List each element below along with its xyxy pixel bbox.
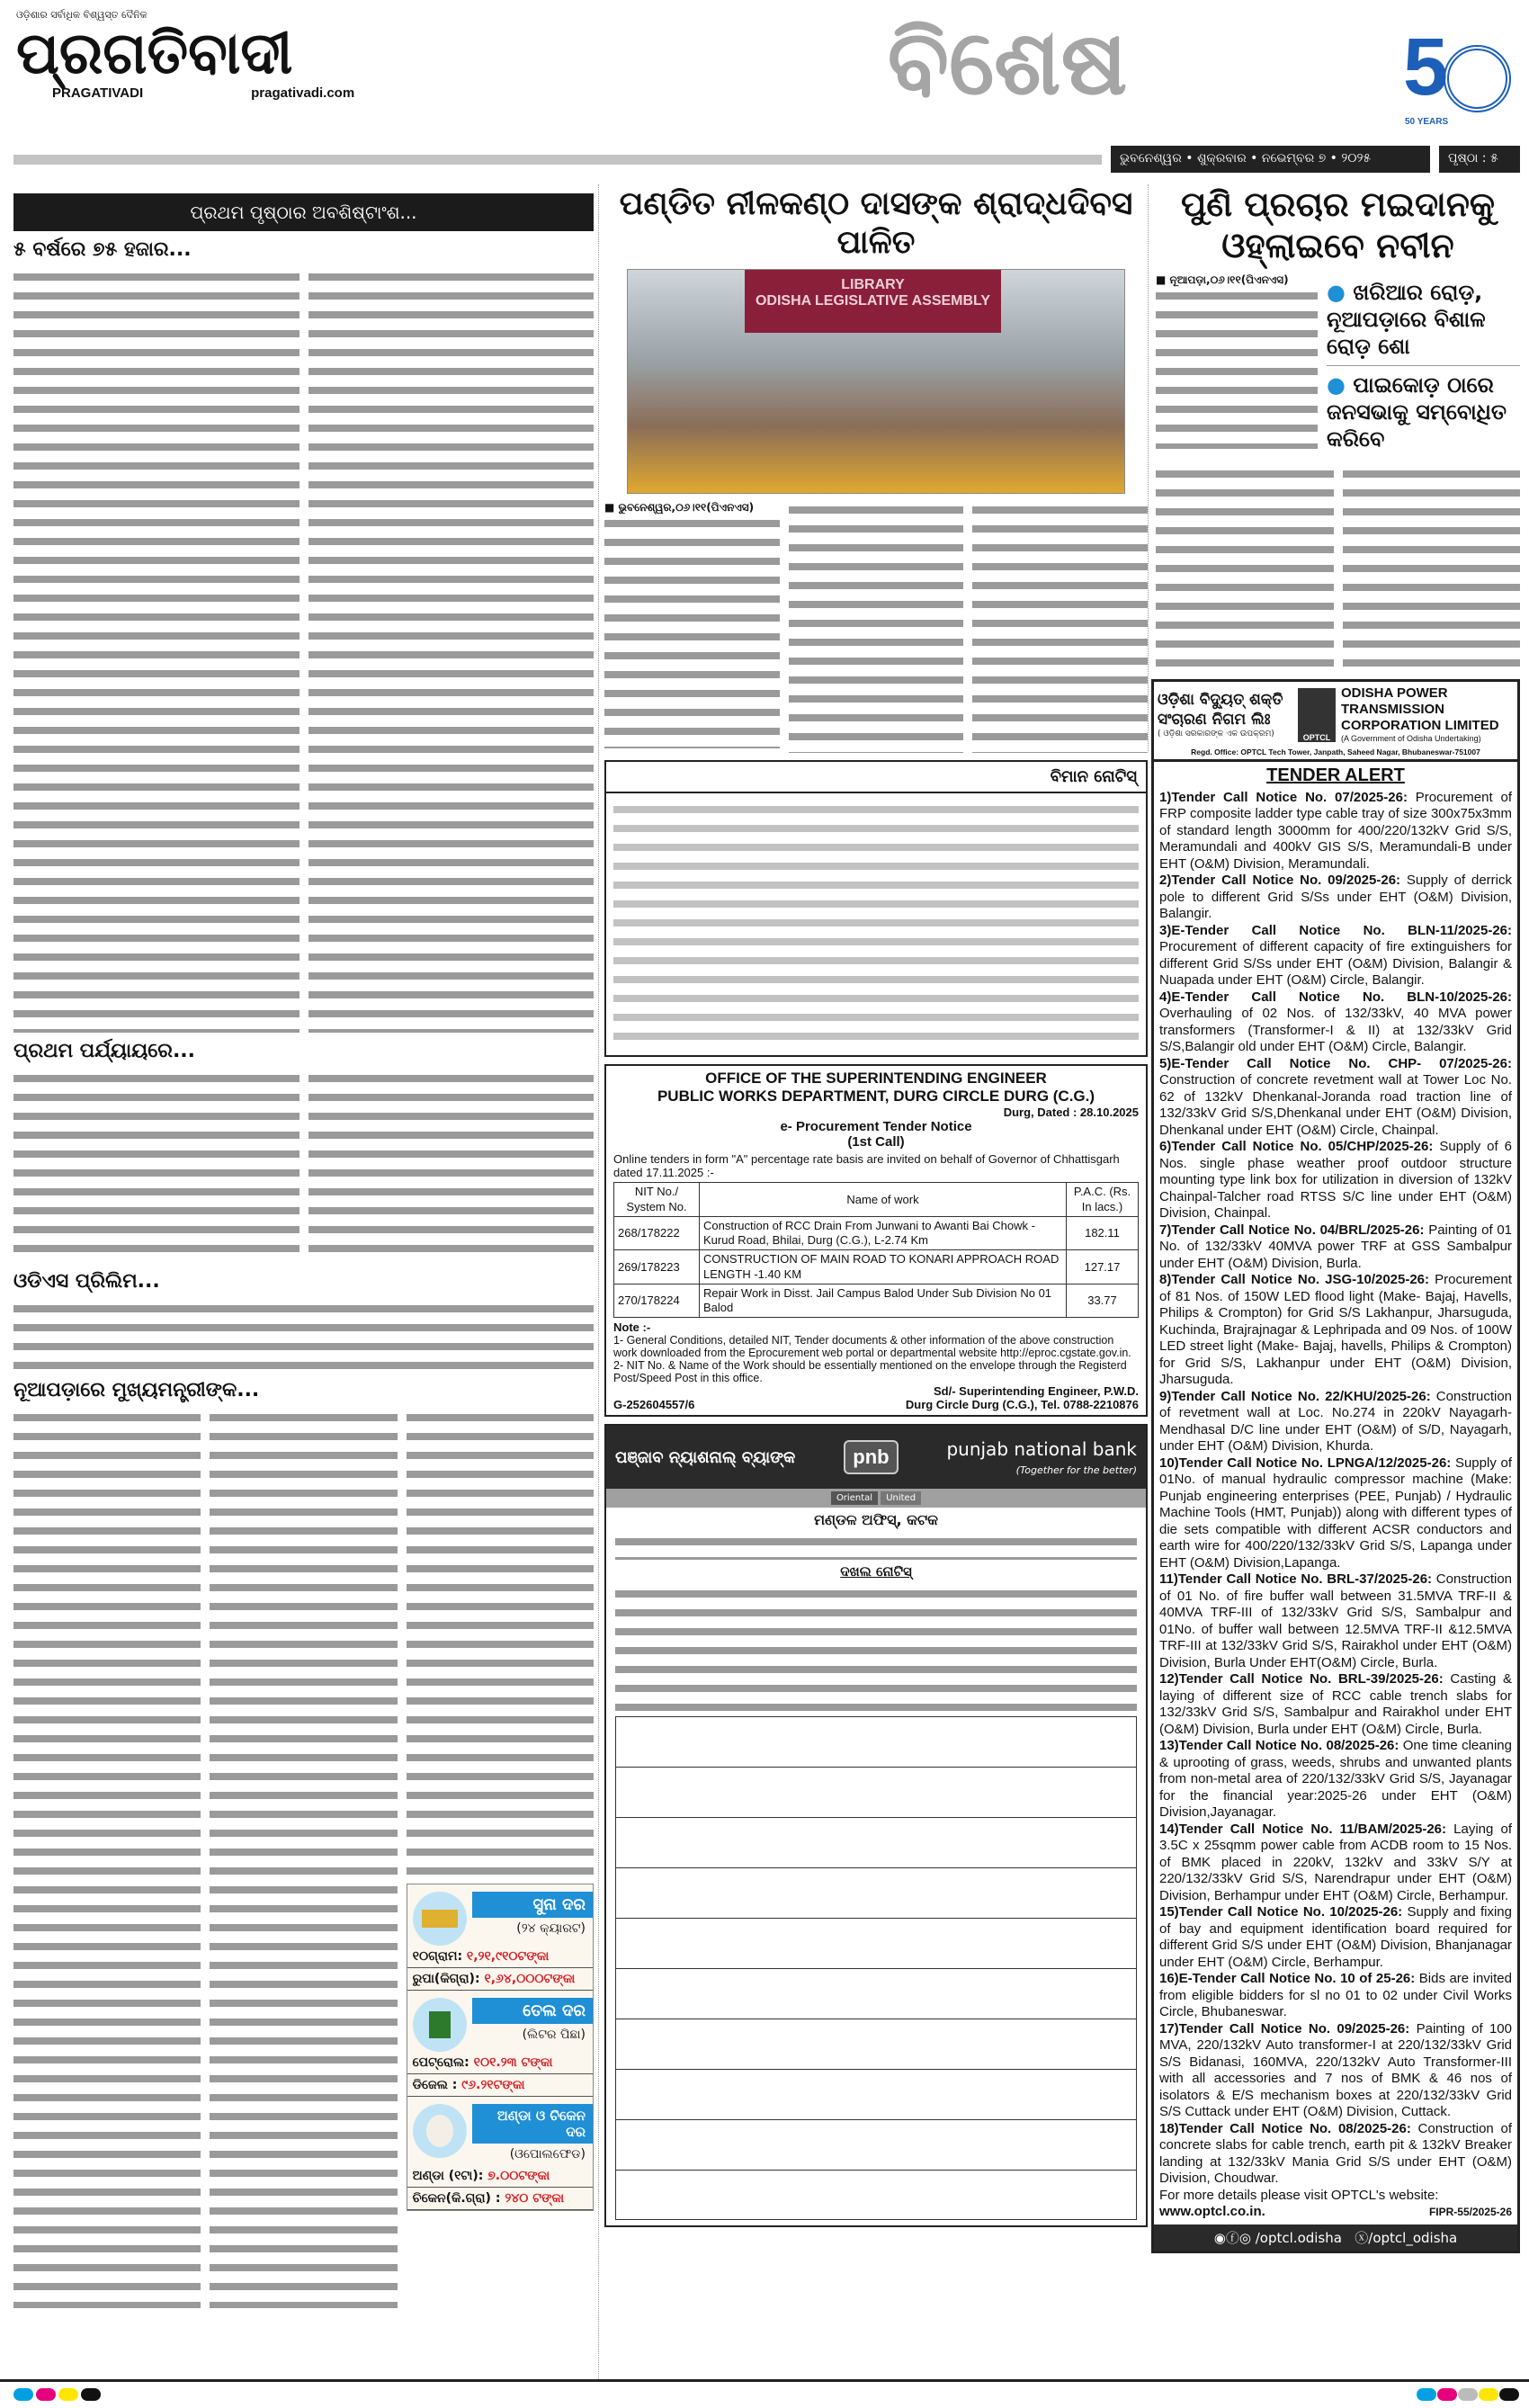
tender-description: Painting of 100 MVA, 220/132kV Auto transformer-I at 220/132/33kV Grid S/S Bidanasi, 160MVA, 220/132kV Auto Transformer-III with all accessories and 7 nos of BMK & 46 nos of isolators & E/S mechanism boxes at 220/132/33kV Grid S/S Cuttack under EHT (O&M) Division, Cuttack. — [1159, 2020, 1512, 2120]
tender-description: Construction of 01 No. of fire buffer wall between 31.5MVA TRF-II & 40MVA TRF-III of 132/33kV Grid S/S, Sambalpur and 01No. of buffer wall between 12.5MVA TRF-II &12.5MVA TRF-III at 132/33kV Grid S/S, Rairakhol under EHT (O&M) Division, Burla Under EHT(O&M) Circle, Burla. — [1159, 1571, 1512, 1670]
egg-chicken-subtitle: (ଓପୋଲଫେଡ) — [509, 2147, 586, 2162]
petrol-label: ପେଟ୍ରୋଲ: — [412, 2055, 469, 2070]
gold-subtitle: (୨୪ କ୍ୟାରଟ) — [516, 1921, 586, 1936]
anniversary-logo: 5 50 YEARS — [1403, 27, 1520, 139]
pwd-tender-notice — [604, 1064, 1148, 1417]
nit-no: 270/178224 — [614, 1284, 700, 1318]
table-row — [614, 1216, 1139, 1250]
small-notice-ad — [604, 760, 1148, 1057]
registration-mark-cyan — [1417, 2388, 1436, 2401]
optcl-sub-english: (A Government of Odisha Undertaking) — [1341, 734, 1481, 744]
article-text — [604, 515, 780, 748]
article-text — [972, 501, 1148, 753]
work-name: Repair Work in Disst. Jail Campus Balod Under Sub Division No 01 Balod — [700, 1284, 1067, 1318]
small-ad-text — [613, 801, 1139, 1043]
gold-label: ୧୦ଗ୍ରାମ: — [412, 1949, 463, 1964]
optcl-name-odia-2: ସଂଚାରଣ ନିଗମ ଲିଃ — [1158, 710, 1271, 729]
middle-headline: ପଣ୍ଡିତ ନୀଳକଣ୍ଠ ଦାସଙ୍କ ଶ୍ରାଦ୍ଧଦିବସ ପାଳିତ — [619, 185, 1133, 262]
tender-item — [1159, 873, 1512, 923]
gold-title: ସୁନା ଦର — [472, 1892, 593, 1918]
article-text — [1156, 465, 1334, 672]
work-name: Construction of RCC Drain From Junwani to Awanti Bai Chowk - Kurud Road, Bhilai, Durg (C.G.), L-2.74 Km — [700, 1216, 1067, 1250]
article-text — [13, 1409, 201, 2308]
social-icons: ◉ⓕ◎ — [1213, 2229, 1251, 2246]
tender-notice-number: 14)Tender Call Notice No. 11/BAM/2025-26: — [1159, 1821, 1447, 1837]
col-header: NIT No./ System No. — [614, 1183, 700, 1217]
pwd-title: e- Procurement Tender Notice — [780, 1119, 972, 1135]
right-bullets — [1327, 273, 1520, 458]
masthead-english: PRAGATIVADI — [52, 85, 144, 102]
optcl-footer: For more details please visit OPTCL's website: — [1159, 2187, 1439, 2203]
tender-description: Supply and fixing of bay and equipment identification board required for different Grid S/S under EHT (O&M) Division, Bhanjanagar under EHT (O&M) Circle, Berhampur. — [1159, 1904, 1512, 1970]
masthead-url[interactable]: pragativadi.com — [251, 85, 355, 102]
section-title: ବିଶେଷ — [887, 10, 1128, 115]
gold-icon — [413, 1892, 467, 1946]
news-photo — [627, 269, 1125, 494]
table-row — [614, 1250, 1139, 1285]
article-text — [407, 1409, 594, 1876]
middle-dateline: ■ ଭୁବନେଶ୍ୱର,୦୬।୧୧(ପିଏନଏସ) — [604, 501, 755, 515]
tender-notice-number: 9)Tender Call Notice No. 22/KHU/2025-26: — [1159, 1388, 1431, 1404]
pnb-notice-text — [615, 1585, 1137, 1711]
silver-rate — [407, 1968, 593, 1991]
middle-column — [604, 184, 1148, 2227]
tender-item — [1159, 1272, 1512, 1389]
optcl-name-english-1: ODISHA POWER TRANSMISSION — [1341, 685, 1448, 718]
pac-value: 33.77 — [1067, 1284, 1139, 1318]
tender-notice-number: 11)Tender Call Notice No. BRL-37/2025-26: — [1159, 1571, 1433, 1588]
tender-notice-number: 17)Tender Call Notice No. 09/2025-26: — [1159, 2020, 1410, 2037]
pwd-date: Durg, Dated : 28.10.2025 — [1003, 1106, 1139, 1120]
tender-description: Bids are invited from eligible bidders for sl no 01 to 02 under Civil Works Circle, Bhubaneswar. — [1159, 1971, 1512, 2020]
chicken-icon — [413, 2104, 467, 2158]
pwd-note-2: 2- NIT No. & Name of the Work should be essentially mentioned on the envelope through the Registerd Post/Speed Post in this office. — [613, 1359, 1127, 1385]
egg-value: ୭.୦୦ଟଙ୍କା — [487, 2169, 550, 2183]
tender-notice-number: 2)Tender Call Notice No. 09/2025-26: — [1159, 873, 1401, 889]
tender-item — [1159, 2021, 1512, 2121]
tender-item — [1159, 1139, 1512, 1222]
optcl-sub-odia: ( ଓଡ଼ିଶା ସରକାରଙ୍କ ଏକ ଉପକ୍ରମ) — [1158, 729, 1274, 739]
bullet-2: ପାଇକୋଡ଼ ଠାରେ ଜନସଭାକୁ ସମ୍ବୋଧିତ କରିବେ — [1327, 372, 1507, 452]
tender-item — [1159, 1904, 1512, 1971]
tender-notice-number: 6)Tender Call Notice No. 05/CHP/2025-26: — [1159, 1139, 1434, 1155]
tender-item — [1159, 1056, 1512, 1140]
pwd-contact: Durg Circle Durg (C.G.), Tel. 0788-2210876 — [905, 1398, 1139, 1412]
article-text — [308, 1070, 595, 1263]
tender-notice-number: 16)E-Tender Call Notice No. 10 of 25-26: — [1159, 1971, 1416, 1987]
chicken-value: ୨୪୦ ଟଙ୍କା — [505, 2191, 565, 2206]
col-header: Name of work — [700, 1183, 1067, 1217]
tender-notice-number: 7)Tender Call Notice No. 04/BRL/2025-26: — [1159, 1222, 1425, 1238]
pnb-name-english: punjab national bank — [946, 1437, 1137, 1460]
united-logo: United — [881, 1491, 921, 1505]
pnb-office: ମଣ୍ଡଳ ଅଫିସ୍, କଟକ — [814, 1511, 938, 1529]
article-text — [13, 1070, 300, 1263]
tender-list — [1154, 790, 1517, 2188]
price-box — [407, 1884, 594, 2211]
pnb-logo: pnb — [844, 1440, 898, 1474]
pnb-slogan: (Together for the better) — [1015, 1464, 1137, 1476]
pnb-borrowers-table — [615, 1716, 1137, 2220]
fuel-pump-icon — [413, 1998, 467, 2052]
story-heading-3: ଓଡିଏସ ପ୍ରିଲିମ... — [13, 1270, 160, 1293]
table-row — [614, 1284, 1139, 1318]
article-text — [789, 501, 964, 753]
pwd-note-label: Note :- — [613, 1320, 651, 1335]
masthead-logo: ପ୍ରଗତିବାଦୀ — [16, 20, 293, 87]
tender-notice-number: 15)Tender Call Notice No. 10/2025-26: — [1159, 1904, 1403, 1920]
tender-notice-number: 13)Tender Call Notice No. 08/2025-26: — [1159, 1738, 1399, 1754]
column-divider — [598, 184, 599, 2379]
masthead-tagline: ଓଡ଼ିଶାର ସର୍ବାଧିକ ବିଶ୍ୱସ୍ତ ଦୈନିକ — [16, 9, 148, 21]
article-text — [1156, 287, 1318, 449]
social-handle-2[interactable]: /optcl_odisha — [1368, 2229, 1458, 2246]
tender-item — [1159, 1571, 1512, 1671]
article-text — [13, 1300, 594, 1372]
diesel-label: ଡିଜେଲ : — [412, 2078, 458, 2092]
registration-mark-black — [1499, 2388, 1519, 2401]
tender-notice-number: 3)E-Tender Call Notice No. BLN-11/2025-26: — [1159, 922, 1512, 938]
tender-item — [1159, 1738, 1512, 1822]
pwd-note-1: 1- General Conditions, detailed NIT, Tender documents & other information of the above construction work downloaded from the Eprocurement web portal or departmental website http://eproc.cgstate.gov.in. — [613, 1334, 1131, 1360]
tender-notice-number: 10)Tender Call Notice No. LPNGA/12/2025-26: — [1159, 1455, 1452, 1471]
bullet-icon: ● — [1327, 372, 1346, 398]
optcl-office: Regd. Office: OPTCL Tech Tower, Janpath, Saheed Nagar, Bhubaneswar-751007 — [1154, 747, 1517, 762]
article-text — [13, 268, 300, 1033]
right-column — [1156, 184, 1520, 2253]
photo-sign-line1: LIBRARY — [841, 277, 905, 293]
tender-item — [1159, 1455, 1512, 1572]
small-ad-title: ବିମାନ ନୋଟିସ୍ — [606, 762, 1146, 793]
fuel-subtitle: (ଲିଟର ପିଛା) — [522, 2028, 586, 2042]
continued-banner: ପ୍ରଥମ ପୃଷ୍ଠାର ଅବଶିଷ୍ଟାଂଶ... — [13, 193, 594, 231]
pwd-table — [613, 1182, 1139, 1318]
pwd-intro: Online tenders in form "A" percentage rate basis are invited on behalf of Governor of Chhattisgarh dated 17.11.2025 :- — [613, 1152, 1120, 1180]
masthead — [16, 9, 520, 101]
story-heading-1: ୫ ବର୍ଷରେ ୭୫ ହଜାର... — [13, 238, 192, 261]
tender-description: Casting & laying of different size of RCC cable trench slabs for 132/33kV Grid S/S, Sambalpur and Rairakhol under EHT (O&M) Division, Burla under EHT (O&M) Circle, Burla. — [1159, 1671, 1513, 1737]
article-text — [210, 1409, 397, 2308]
dateline: ଭୁବନେଶ୍ୱର • ଶୁକ୍ରବାର • ନଭେମ୍ବର ୭ • ୨୦୨୫ — [1111, 146, 1430, 173]
optcl-name-english-2: CORPORATION LIMITED — [1341, 718, 1499, 734]
registration-mark-yellow — [1479, 2388, 1498, 2401]
tender-notice-number: 4)E-Tender Call Notice No. BLN-10/2025-26: — [1159, 989, 1512, 1005]
egg-label: ଅଣ୍ଡା (୧ଟା): — [412, 2169, 484, 2183]
petrol-rate — [407, 2052, 593, 2074]
tender-alert-title: TENDER ALERT — [1266, 765, 1405, 785]
pwd-department: PUBLIC WORKS DEPARTMENT, DURG CIRCLE DURG (C.G.) — [657, 1088, 1095, 1106]
tender-description: Construction of concrete slabs for cable trench, earth pit & 132kV Breaker landing at 132/33kV Mania Grid S/S under EHT (O&M) Division, Choudwar. — [1159, 2120, 1512, 2187]
egg-chicken-title: ଅଣ୍ଡା ଓ ଚିକେନ ଦର — [472, 2104, 593, 2144]
tender-item — [1159, 1822, 1512, 1905]
photo-sign-line2: ODISHA LEGISLATIVE ASSEMBLY — [755, 293, 991, 309]
nit-no: 269/178223 — [614, 1250, 700, 1285]
tender-item — [1159, 2121, 1512, 2188]
bullet-1: ଖରିଆର ରୋଡ଼, ନୂଆପଡ଼ାରେ ବିଶାଳ ରୋଡ଼ ଶୋ — [1327, 280, 1486, 360]
fuel-title: ତେଲ ଦର — [472, 1998, 593, 2024]
tender-notice-number: 12)Tender Call Notice No. BRL-39/2025-26: — [1159, 1671, 1444, 1687]
work-name: CONSTRUCTION OF MAIN ROAD TO KONARI APPROACH ROAD LENGTH -1.40 KM — [700, 1250, 1067, 1285]
left-column — [13, 193, 594, 2308]
col-header: P.A.C. (Rs. In lacs.) — [1067, 1183, 1139, 1217]
social-handle-1[interactable]: /optcl.odisha — [1255, 2229, 1342, 2246]
tender-notice-number: 1)Tender Call Notice No. 07/2025-26: — [1159, 789, 1408, 805]
tender-item — [1159, 1671, 1512, 1738]
gold-value: ୧,୨୧,୯୧୦ଟଙ୍କା — [466, 1949, 550, 1964]
tender-notice-number: 18)Tender Call Notice No. 08/2025-26: — [1159, 2120, 1411, 2136]
optcl-logo: OPTCL — [1298, 688, 1336, 742]
tender-description: Overhauling of 02 Nos. of 132/33kV, 40 MVA power transformers (Transformer-I & II) at 132/33kV Grid S/S,Balangir old under EHT (O&M) Circle, Balangir. — [1159, 1006, 1512, 1055]
tender-description: Supply of derrick pole to different Grid S/Ss under EHT (O&M) Division, Balangir. — [1159, 873, 1512, 922]
optcl-website[interactable]: www.optcl.co.in. — [1159, 2204, 1265, 2220]
optcl-name-odia-1: ଓଡ଼ିଶା ବିଦ୍ୟୁତ୍ ଶକ୍ତି — [1158, 690, 1283, 709]
tender-description: Supply of 01No. of manual hydraulic compressor machine (Make: Punjab engineering enterprises (PEE, Punjab) / Hydraulic Machine Tools (HMT, Punjab)) along with different types of die sets compatible with different ACSR conductors and earth wire for 400/220/132/33kV Grid S/S, Lapanga under EHT (O&M) Division,Lapanga. — [1159, 1455, 1512, 1571]
chicken-label: ଚିକେନ(କି.ଗ୍ରା) : — [412, 2191, 501, 2206]
tender-description: Construction of concrete revetment wall at Tower Loc No. 62 of 132kV Dhenkanal-Joranda road traction line of 132/33kV Grid S/S,Dhenkanal under EHT (O&M) Division, Dhenkanal under EHT (O&M) Circle, Chainpal. — [1159, 1072, 1512, 1138]
tender-notice-number: 5)E-Tender Call Notice No. CHP- 07/2025-26: — [1159, 1055, 1512, 1071]
pwd-call: (1st Call) — [847, 1134, 905, 1150]
pwd-code: G-252604557/6 — [613, 1398, 695, 1412]
silver-label: ରୁପା(କିଗ୍ରା): — [412, 1972, 480, 1986]
registration-mark-grey — [1458, 2388, 1478, 2401]
petrol-value: ୧୦୧.୨୩ ଟଙ୍କା — [473, 2055, 553, 2070]
registration-mark-magenta — [1437, 2388, 1457, 2401]
tender-item — [1159, 790, 1512, 873]
pac-value: 182.11 — [1067, 1216, 1139, 1250]
pac-value: 127.17 — [1067, 1250, 1139, 1285]
pwd-signature: Sd/- Superintending Engineer, P.W.D. — [933, 1384, 1139, 1399]
registration-mark-cyan — [13, 2388, 33, 2401]
optcl-tender-alert — [1151, 679, 1520, 2253]
registration-mark-yellow — [58, 2388, 78, 2401]
tender-item — [1159, 989, 1512, 1056]
article-text — [308, 268, 595, 1033]
silver-value: ୧,୬୪,୦୦୦ଟଙ୍କା — [484, 1972, 576, 1986]
story-heading-4: ନୂଆପଡ଼ାରେ ମୁଖ୍ୟମନ୍ତ୍ରୀଙ୍କ... — [13, 1379, 260, 1401]
fipr-code: FIPR-55/2025-26 — [1428, 2206, 1512, 2219]
tender-description: Procurement of FRP composite ladder type cable tray of size 300x75x3mm of standard length 3000mm for 400/220/132kV Grid S/S, Meramundali and 400kV GIS S/S, Meramundali-B under EHT (O&M) Division, Meramundali. — [1159, 789, 1512, 872]
pnb-address — [615, 1533, 1137, 1560]
tender-item — [1159, 923, 1512, 989]
tender-description: One time cleaning & uprooting of grass, weeds, shrubs and unwanted plants from non-metal area of 220/132/33kV Grid S/S, Jayanagar for the financial year:2025-26 under EHT (O&M) Division,Jayanagar. — [1159, 1738, 1512, 1821]
tender-description: Painting of 01 No. of 132/33kV 40MVA power TRF at GSS Sambalpur under EHT (O&M) Division, Burla. — [1159, 1222, 1513, 1271]
header-rule — [13, 155, 1102, 165]
tender-description: Procurement of different capacity of fire extinguishers for different Grid S/Ss under EHT (O&M) Division, Balangir & Nuapada under EHT (O&M) Circle, Balangir. — [1159, 939, 1512, 989]
x-icon: ⓧ — [1355, 2229, 1369, 2246]
pnb-name-odia: ପଞ୍ଜାବ ନ୍ୟାଶନାଲ୍ ବ୍ୟାଙ୍କ — [615, 1447, 796, 1467]
tender-notice-number: 8)Tender Call Notice No. JSG-10/2025-26: — [1159, 1272, 1430, 1288]
right-headline: ପୁଣି ପ୍ରଚାର ମଇଦାନକୁ ଓହ୍ଲାଇବେ ନବୀନ — [1180, 184, 1496, 265]
egg-rate — [407, 2165, 593, 2188]
right-dateline: ■ ନୂଆପଡ଼ା,୦୬।୧୧(ପିଏନଏସ) — [1156, 273, 1289, 287]
tender-description: Laying of 3.5C x 25sqmm power cable from ACDB room to 15 Nos. of BMK placed in 220kV, 132kV and 33kV S/Y at 220/132/33kV Grid S/S, Narendrapur under EHT (O&M) Division, Berhampur under EHT (O&M) Circle, Berhampur. — [1159, 1821, 1512, 1903]
tender-item — [1159, 1389, 1512, 1455]
story-heading-2: ପ୍ରଥମ ପର୍ଯ୍ୟାୟରେ... — [13, 1040, 196, 1062]
tender-description: Supply of 6 Nos. single phase weather proof outdoor structure mounting type link box for utilization in diversion of 132kV Chainpal-Talcher road RTSS S/C line under EHT (O&M) Division, Chainpal. — [1159, 1139, 1513, 1222]
tender-description: Construction of revetment wall at Loc. No.274 in 220kV Nayagarh-Mendhasal D/C line under EHT (O&M) of S/D, Nayagarh, under EHT (O&M) Division, Khurda. — [1159, 1388, 1513, 1455]
registration-mark-black — [81, 2388, 101, 2401]
diesel-rate — [407, 2074, 593, 2097]
tender-description: Procurement of 81 Nos. of 150W LED flood light (Make- Bajaj, Havells, Philips & Crompton) for Grid S/S Lakhanpur, Jharsuguda, Kuchinda, Brajrajnagar & Lephripada and 09 Nos. of 100W LED street light (Make- Bajaj, havells, Philips & Crompton) for Grid S/S, Lakhanpur under EHT (O&M) Division, Jharsuguda. — [1159, 1272, 1512, 1388]
tender-item — [1159, 1222, 1512, 1273]
column-divider — [1148, 184, 1149, 751]
tender-item — [1159, 1971, 1512, 2021]
pwd-office: OFFICE OF THE SUPERINTENDING ENGINEER — [705, 1070, 1047, 1088]
bullet-icon: ● — [1327, 280, 1346, 306]
diesel-value: ୯୬.୨୧ଟଙ୍କା — [461, 2078, 525, 2092]
footer-rule — [0, 2379, 1529, 2382]
page-number: ପୃଷ୍ଠା : ୫ — [1439, 146, 1520, 173]
article-text — [1343, 465, 1521, 672]
pnb-notice-title: ଦଖଲ ନୋଟିସ୍ — [840, 1563, 912, 1580]
gold-rate — [407, 1946, 593, 1968]
oriental-logo: Oriental — [831, 1491, 878, 1505]
registration-mark-magenta — [36, 2388, 56, 2401]
nit-no: 268/178222 — [614, 1216, 700, 1250]
chicken-rate — [407, 2188, 593, 2210]
pnb-possession-notice — [604, 1424, 1148, 2227]
anniversary-text: 50 YEARS — [1405, 117, 1449, 127]
